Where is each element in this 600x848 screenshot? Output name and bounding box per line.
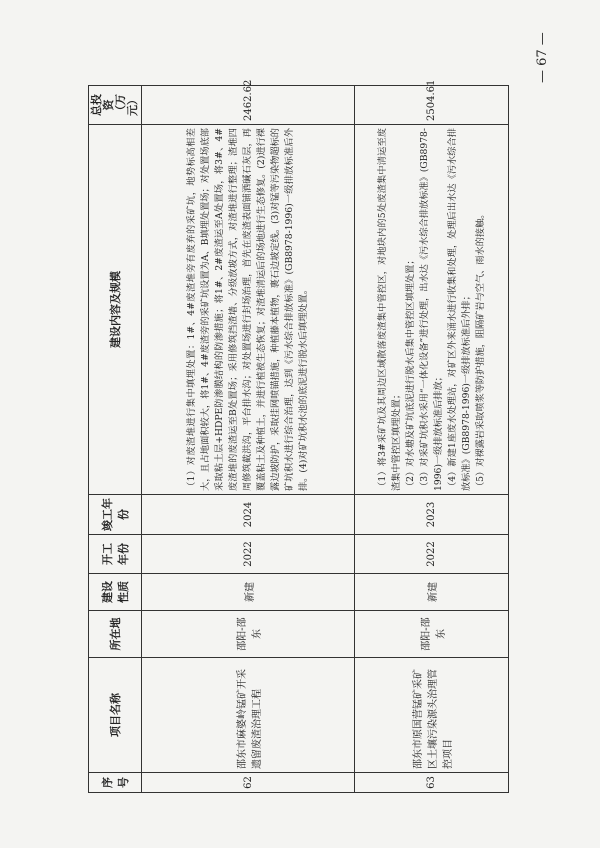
row-location: 邵阳-邵东 bbox=[355, 611, 509, 658]
row-end-year: 2024 bbox=[142, 495, 355, 535]
table-row bbox=[355, 86, 509, 793]
content-item-4: （4）新建1座废水处理站，对矿区外来涌水进行收集和处理，处理后出水达《污水综合排放标准》(GB8978-1996)一级排放标准后外排； bbox=[446, 128, 472, 491]
row-project-name: 邵东市麻婆岭锰矿开采遗留废渣治理工程 bbox=[142, 658, 355, 773]
header-no: 序号 bbox=[89, 773, 142, 793]
header-start-year: 开工年份 bbox=[89, 535, 142, 574]
content-item-1: （1）将3#采矿坑及其周边区域散落废渣集中管控区，对地块内的5处废渣集中清运至废渣集中管控区填埋处置； bbox=[376, 128, 402, 491]
row-location: 邵阳-邵东 bbox=[142, 611, 355, 658]
content-item-2: （2）对水塘及矿坑底泥进行脱水后集中管控区填埋处置； bbox=[404, 255, 416, 491]
row-investment: 2462.62 bbox=[142, 86, 355, 125]
row-start-year: 2022 bbox=[142, 535, 355, 574]
project-table bbox=[88, 79, 509, 793]
table-header-row bbox=[89, 86, 142, 793]
content-item-5: （5）对裸露岩采取喷浆等防护措施，阻隔矿岩与空气、雨水的接触。 bbox=[474, 209, 486, 491]
row-no: 62 bbox=[142, 773, 355, 793]
row-content bbox=[142, 125, 355, 495]
row-nature: 新建 bbox=[355, 574, 509, 611]
row-content bbox=[355, 125, 509, 495]
header-nature: 建设性质 bbox=[89, 574, 142, 611]
header-name: 项目名称 bbox=[89, 658, 142, 773]
content-paragraph: （1）对废渣堆进行集中填埋处置：1#、4#废渣堆旁有废弃的采矿坑，地势标高相差大，且占地面积较大，将1#、4#废渣旁的采矿坑设置为A、B填埋处置场；对处置场底部采取粘土层+HDPE防渗膜结构的防渗措施；将1#、2#废渣运至A处置场，将3#、4#废渣堆的废渣运至B处置场；采用修筑挡渣墙、分级放坡方式，对渣堆进行整理；渣堆四周修筑截洪沟，平台排水沟；对处置场进行封场治理，首先在废渣表面铺洒碱石灰层，再覆盖粘土及种植土，并进行植被生态恢复；对渣堆清运后的场地进行生态修复。(2)进行裸露边坡防护，采取挂网喷锚措施，种植藤本植物，裹石边坡定线。(3)对锰等污染物超标的矿坑积水进行综合治理，达到《污水综合排放标准》(GB8978-1996)一级排放标准后外排。(4)对矿坑积水池的底泥进行脱水后填埋处置。 bbox=[186, 128, 309, 491]
header-content: 建设内容及规模 bbox=[89, 125, 142, 495]
header-investment-line1: 总投资 bbox=[90, 94, 115, 116]
header-investment-line2: （万元） bbox=[114, 94, 139, 116]
row-no: 63 bbox=[355, 773, 509, 793]
header-end-year: 竣工年份 bbox=[89, 495, 142, 535]
row-investment: 2504.61 bbox=[355, 86, 509, 125]
row-start-year: 2022 bbox=[355, 535, 509, 574]
row-nature: 新建 bbox=[142, 574, 355, 611]
header-location: 所在地 bbox=[89, 611, 142, 658]
content-item-3: （3）对采矿坑积水采用“一体化设备”进行处理，出水达《污水综合排放标准》(GB8978-1996)一级排放标准后排放； bbox=[418, 128, 444, 491]
header-investment bbox=[89, 86, 142, 125]
table-row bbox=[142, 86, 355, 793]
row-project-name: 邵东市原国营锰矿采矿区土壤污染源头治理管控项目 bbox=[355, 658, 509, 773]
row-end-year: 2023 bbox=[355, 495, 509, 535]
page-number: — 67 — bbox=[535, 32, 550, 83]
